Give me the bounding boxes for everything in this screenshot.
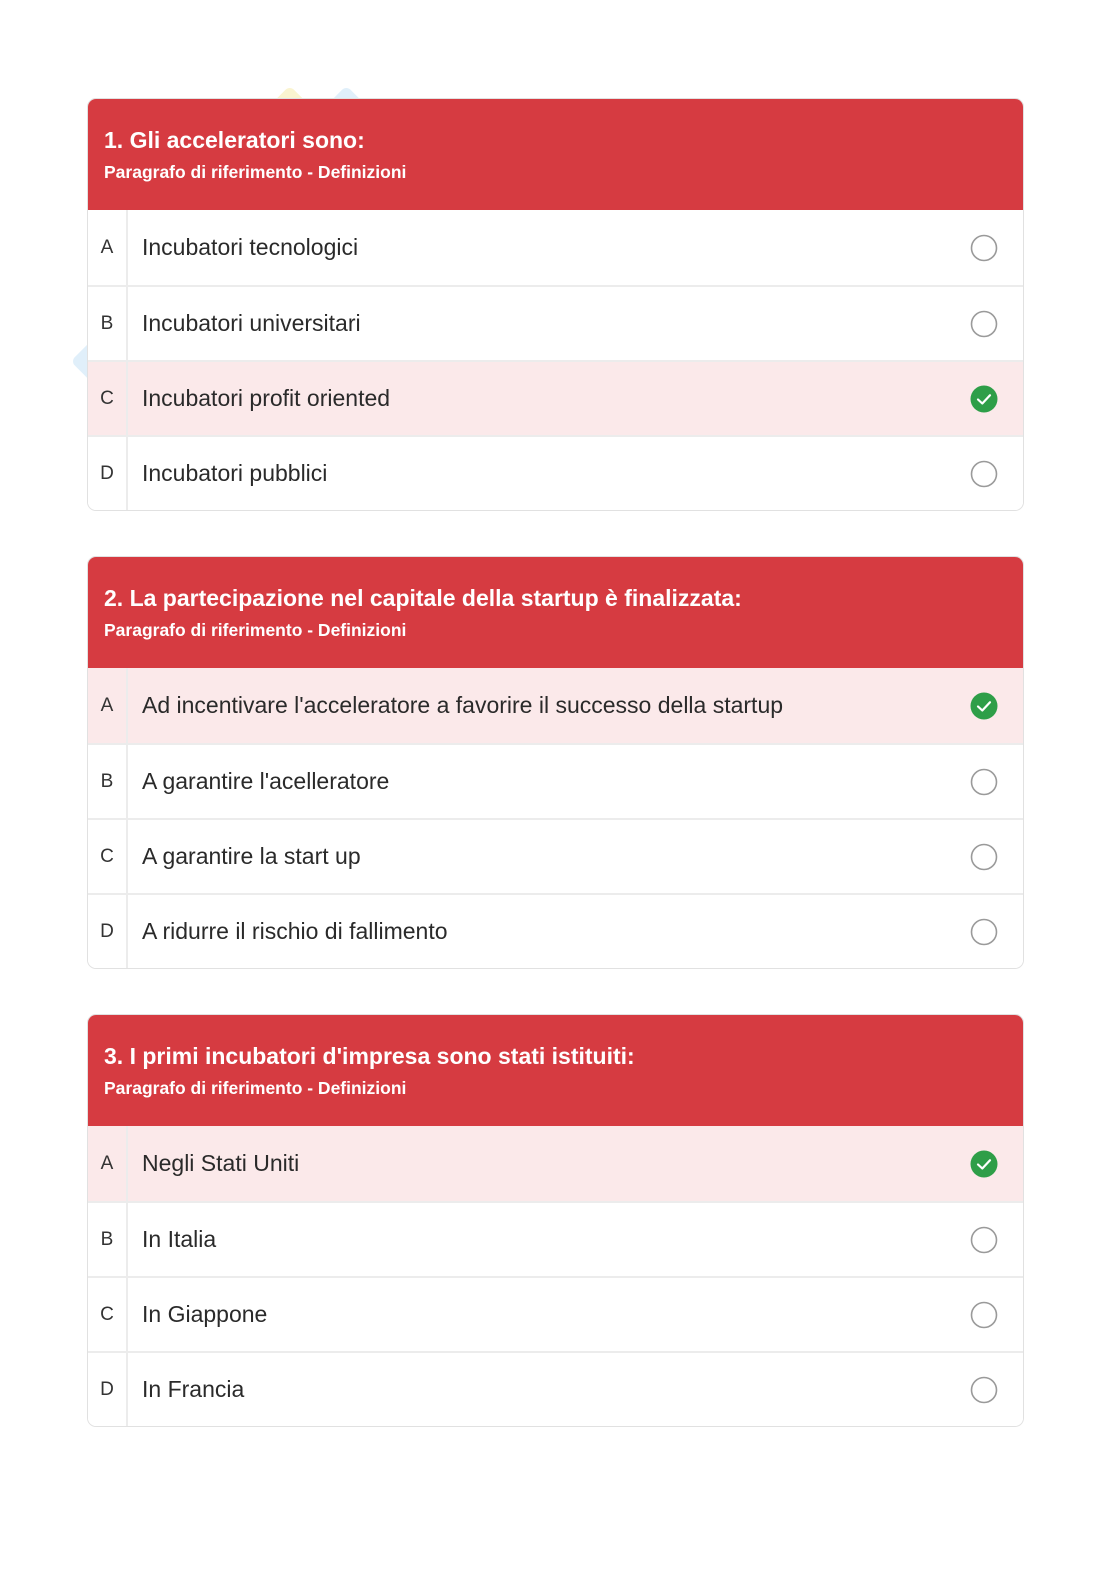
question-reference: Paragrafo di riferimento - Definizioni <box>104 162 407 182</box>
option-text: Incubatori pubblici <box>142 460 328 486</box>
quiz-container <box>87 98 1024 1472</box>
option-text: Ad incentivare l'acceleratore a favorire il successo della startup <box>142 692 784 718</box>
answer-radio[interactable] <box>970 1226 998 1254</box>
answer-radio[interactable] <box>970 460 998 488</box>
option-text: Incubatori tecnologici <box>142 234 359 260</box>
question-card <box>87 98 1024 511</box>
check-circle-icon <box>970 1150 998 1178</box>
question-reference: Paragrafo di riferimento - Definizioni <box>104 1078 407 1098</box>
answer-radio[interactable] <box>970 1376 998 1404</box>
question-header <box>88 557 1023 668</box>
option-letter: C <box>88 1278 128 1351</box>
option-letter: D <box>88 437 128 510</box>
answer-radio[interactable] <box>970 918 998 946</box>
answer-option[interactable] <box>88 1126 1023 1201</box>
question-header <box>88 1015 1023 1126</box>
option-letter: A <box>88 668 128 743</box>
radio-empty-icon <box>970 1226 998 1254</box>
answer-option[interactable] <box>88 285 1023 360</box>
option-letter: C <box>88 362 128 435</box>
radio-empty-icon <box>970 768 998 796</box>
question-card <box>87 556 1024 969</box>
question-header <box>88 99 1023 210</box>
option-text: In Giappone <box>142 1301 268 1327</box>
option-text: A ridurre il rischio di fallimento <box>142 918 448 944</box>
answer-options <box>88 210 1023 510</box>
question-title: 2. La partecipazione nel capitale della startup è finalizzata: <box>104 585 742 611</box>
option-letter: C <box>88 820 128 893</box>
option-text: A garantire l'acelleratore <box>142 768 390 794</box>
answer-option[interactable] <box>88 360 1023 435</box>
radio-empty-icon <box>970 310 998 338</box>
correct-answer-mark[interactable] <box>970 692 998 720</box>
answer-option[interactable] <box>88 668 1023 743</box>
radio-empty-icon <box>970 460 998 488</box>
answer-options <box>88 1126 1023 1426</box>
radio-empty-icon <box>970 1301 998 1329</box>
option-text: Negli Stati Uniti <box>142 1150 300 1176</box>
option-text: Incubatori profit oriented <box>142 385 391 411</box>
answer-radio[interactable] <box>970 768 998 796</box>
answer-radio[interactable] <box>970 234 998 262</box>
option-letter: A <box>88 1126 128 1201</box>
answer-option[interactable] <box>88 818 1023 893</box>
question-card <box>87 1014 1024 1427</box>
check-circle-icon <box>970 385 998 413</box>
option-letter: A <box>88 210 128 285</box>
answer-option[interactable] <box>88 743 1023 818</box>
answer-option[interactable] <box>88 1201 1023 1276</box>
answer-radio[interactable] <box>970 1301 998 1329</box>
option-letter: B <box>88 745 128 818</box>
check-circle-icon <box>970 692 998 720</box>
radio-empty-icon <box>970 918 998 946</box>
option-letter: D <box>88 1353 128 1426</box>
correct-answer-mark[interactable] <box>970 1150 998 1178</box>
option-text: In Italia <box>142 1226 217 1252</box>
radio-empty-icon <box>970 1376 998 1404</box>
answer-option[interactable] <box>88 1351 1023 1426</box>
option-letter: D <box>88 895 128 968</box>
answer-option[interactable] <box>88 893 1023 968</box>
answer-options <box>88 668 1023 968</box>
question-reference: Paragrafo di riferimento - Definizioni <box>104 620 407 640</box>
question-title: 3. I primi incubatori d'impresa sono stati istituiti: <box>104 1043 635 1069</box>
answer-option[interactable] <box>88 210 1023 285</box>
option-text: In Francia <box>142 1376 245 1402</box>
answer-option[interactable] <box>88 435 1023 510</box>
answer-radio[interactable] <box>970 843 998 871</box>
radio-empty-icon <box>970 843 998 871</box>
radio-empty-icon <box>970 234 998 262</box>
option-letter: B <box>88 287 128 360</box>
correct-answer-mark[interactable] <box>970 385 998 413</box>
answer-option[interactable] <box>88 1276 1023 1351</box>
option-letter: B <box>88 1203 128 1276</box>
question-title: 1. Gli acceleratori sono: <box>104 127 365 153</box>
option-text: A garantire la start up <box>142 843 361 869</box>
option-text: Incubatori universitari <box>142 310 361 336</box>
answer-radio[interactable] <box>970 310 998 338</box>
